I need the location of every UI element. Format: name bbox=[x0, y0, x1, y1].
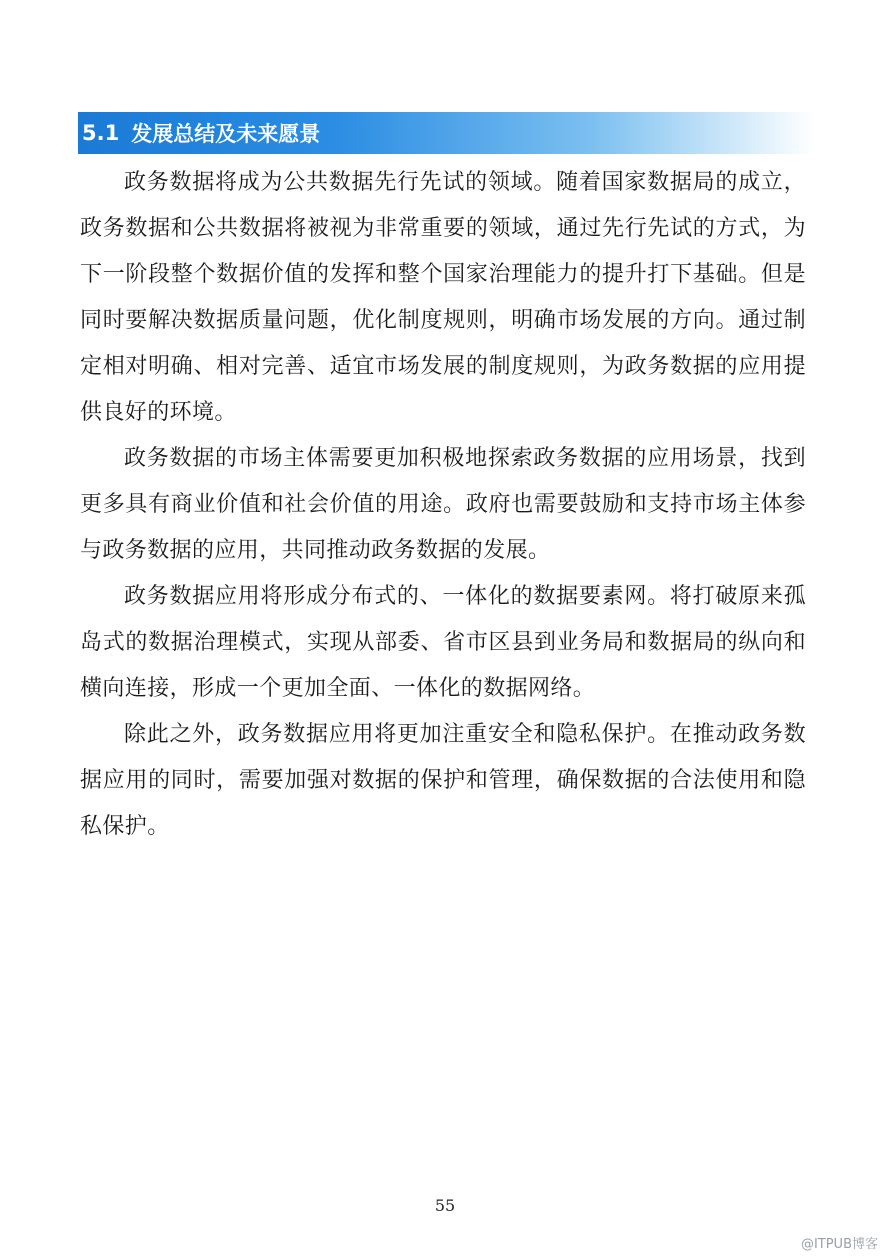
section-number: 5.1 bbox=[82, 121, 120, 145]
body-text bbox=[80, 160, 806, 850]
section-header-bar bbox=[78, 112, 814, 154]
section-title: 发展总结及未来愿景 bbox=[131, 122, 321, 146]
watermark: @ITPUB博客 bbox=[800, 1237, 878, 1252]
paragraph-2: 政务数据的市场主体需要更加积极地探索政务数据的应用场景，找到更多具有商业价值和社会价值的用途。政府也需要鼓励和支持市场主体参与政务数据的应用，共同推动政务数据的发展。 bbox=[80, 446, 806, 563]
paragraph-4: 除此之外，政务数据应用将更加注重安全和隐私保护。在推动政务数据应用的同时，需要加强对数据的保护和管理，确保数据的合法使用和隐私保护。 bbox=[80, 722, 806, 839]
page-number: 55 bbox=[434, 1196, 456, 1215]
paragraph-1: 政务数据将成为公共数据先行先试的领域。随着国家数据局的成立，政务数据和公共数据将被视为非常重要的领域，通过先行先试的方式，为下一阶段整个数据价值的发挥和整个国家治理能力的提升打下基础。但是同时要解决数据质量问题，优化制度规则，明确市场发展的方向。通过制定相对明确、相对完善、适宜市场发展的制度规则，为政务数据的应用提供良好的环境。 bbox=[80, 170, 806, 425]
paragraph-3: 政务数据应用将形成分布式的、一体化的数据要素网。将打破原来孤岛式的数据治理模式，实现从部委、省市区县到业务局和数据局的纵向和横向连接，形成一个更加全面、一体化的数据网络。 bbox=[80, 584, 806, 701]
